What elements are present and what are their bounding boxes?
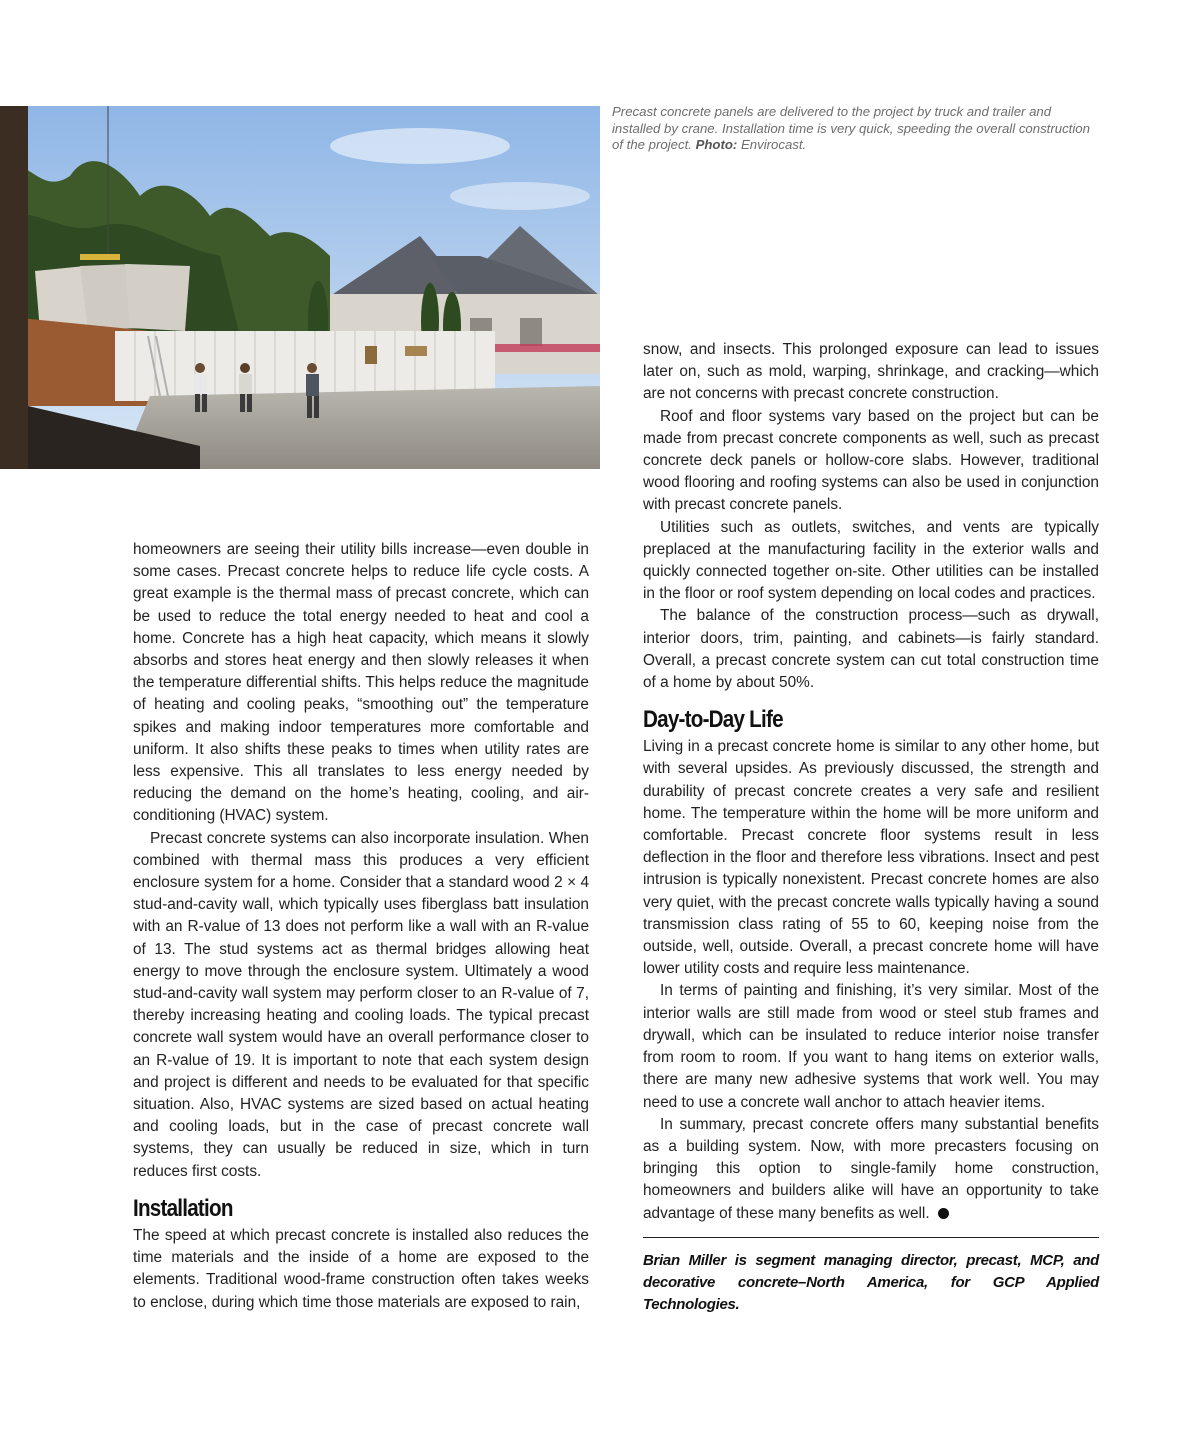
body-paragraph: Precast concrete systems can also incorporate insulation. When combined with thermal mass this produces a very efficient enclosure system for a home. Consider that a standard wood 2 × 4 stud-and-cavity wall, which typically uses fiberglass batt insulation with an R-value of 13 does not perform like a wall with an R-value of 13. The stud systems act as thermal bridges allowing heat energy to move through the enclosure system. Ultimately a wood stud-and-cavity wall system may perform closer to an R-value of 7, thereby increasing heating and cooling loads. The typical precast concrete wall system would have an overall performance closer to an R-value of 19. It is important to note that each system design and project is different and needs to be evaluated for that specific situation. Also, HVAC systems are sized based on actual heating and cooling loads, but in the case of precast concrete wall systems, they can usually be reduced in size, which in turn reduces first costs. [133, 829, 589, 1180]
section-heading-day-to-day-life: Day-to-Day Life [643, 706, 783, 734]
construction-photo-illustration [0, 106, 600, 469]
body-paragraph: In terms of painting and finishing, it’s very similar. Most of the interior walls are still made from wood or steel stub frames and drywall, which can be insulated to reduce interior noise transfer from room to room. If you want to hang items on exterior walls, there are many new adhesive systems that work well. You may need to use a concrete wall anchor to attach heavier items. [643, 982, 1099, 1111]
body-paragraph: snow, and insects. This prolonged exposure can lead to issues later on, such as mold, warping, shrinkage, and cracking—which are not concerns with precast concrete construction. [643, 341, 1099, 403]
photo-caption [612, 104, 1092, 154]
caption-text: Precast concrete panels are delivered to the project by truck and trailer and installed by crane. Installation time is very quick, speeding the overall construction of the project. [612, 104, 1090, 153]
construction-photo [0, 106, 600, 469]
caption-credit-label: Photo: [695, 137, 738, 153]
caption-credit: Envirocast. [737, 137, 807, 153]
body-paragraph: Roof and floor systems vary based on the project but can be made from precast concrete components as well, such as precast concrete deck panels or hollow-core slabs. However, traditional wood flooring and roofing systems can also be used in conjunction with precast concrete panels. [643, 407, 1099, 514]
section-heading-installation: Installation [133, 1194, 233, 1222]
end-of-article-bullet-icon [938, 1208, 949, 1219]
body-paragraph: homeowners are seeing their utility bills increase—even double in some cases. Precast concrete helps to reduce life cycle costs. A great example is the thermal mass of precast concrete, which can be used to reduce the total energy needed to heat and cool a home. Concrete has a high heat capacity, which means it slowly absorbs and stores heat energy and then slowly releases it when the temperature differential shifts. This helps reduce the magnitude of heating and cooling peaks, “smoothing out” the temperature spikes and making indoor temperatures more comfortable and uniform. It also shifts these peaks to times when utility rates are less expensive. This all translates to less energy needed by reducing the demand on the home’s heating, cooling, and air-conditioning (HVAC) system. [133, 541, 589, 825]
closing-paragraph [643, 1114, 1099, 1225]
closing-text: In summary, precast concrete offers many substantial benefits as a building system. Now, with more precasters focusing on bringing this option to single-family home construction, homeowners and builders alike will have an opportunity to take advantage of these many benefits as well. [643, 1115, 1099, 1222]
body-paragraph: Living in a precast concrete home is similar to any other home, but with several upsides. As previously discussed, the strength and durability of precast concrete creates a very safe and resilient home. The temperature within the home will be more uniform and comfortable. Precast concrete floor systems result in less deflection in the floor and therefore less vibrations. Insect and pest intrusion is typically nonexistent. Precast concrete homes are also very quiet, with the precast concrete walls typically having a sound transmission class rating of 55 to 60, keeping noise from the outside, well, outside. Overall, a precast concrete home will have lower utility costs and require less maintenance. [643, 738, 1099, 978]
body-paragraph: Utilities such as outlets, switches, and vents are typically preplaced at the manufacturing facility in the exterior walls and quickly connected together on-site. Other utilities can be installed in the floor or roof system depending on local codes and practices. [643, 518, 1099, 603]
author-divider [643, 1237, 1099, 1238]
body-paragraph: The speed at which precast concrete is installed also reduces the time materials and the inside of a home are exposed to the elements. Traditional wood-frame construction often takes weeks to enclose, during which time those materials are exposed to rain, [133, 1226, 589, 1311]
body-paragraph: The balance of the construction process—such as drywall, interior doors, trim, painting, and cabinets—is fairly standard. Overall, a precast concrete system can cut total construction time of a home by about 50%. [643, 607, 1099, 692]
author-bio: Brian Miller is segment managing director, precast, MCP, and decorative concrete–North America, for GCP Applied Technologies. [643, 1251, 1099, 1313]
right-column [643, 339, 1099, 1316]
left-column [133, 539, 589, 1314]
